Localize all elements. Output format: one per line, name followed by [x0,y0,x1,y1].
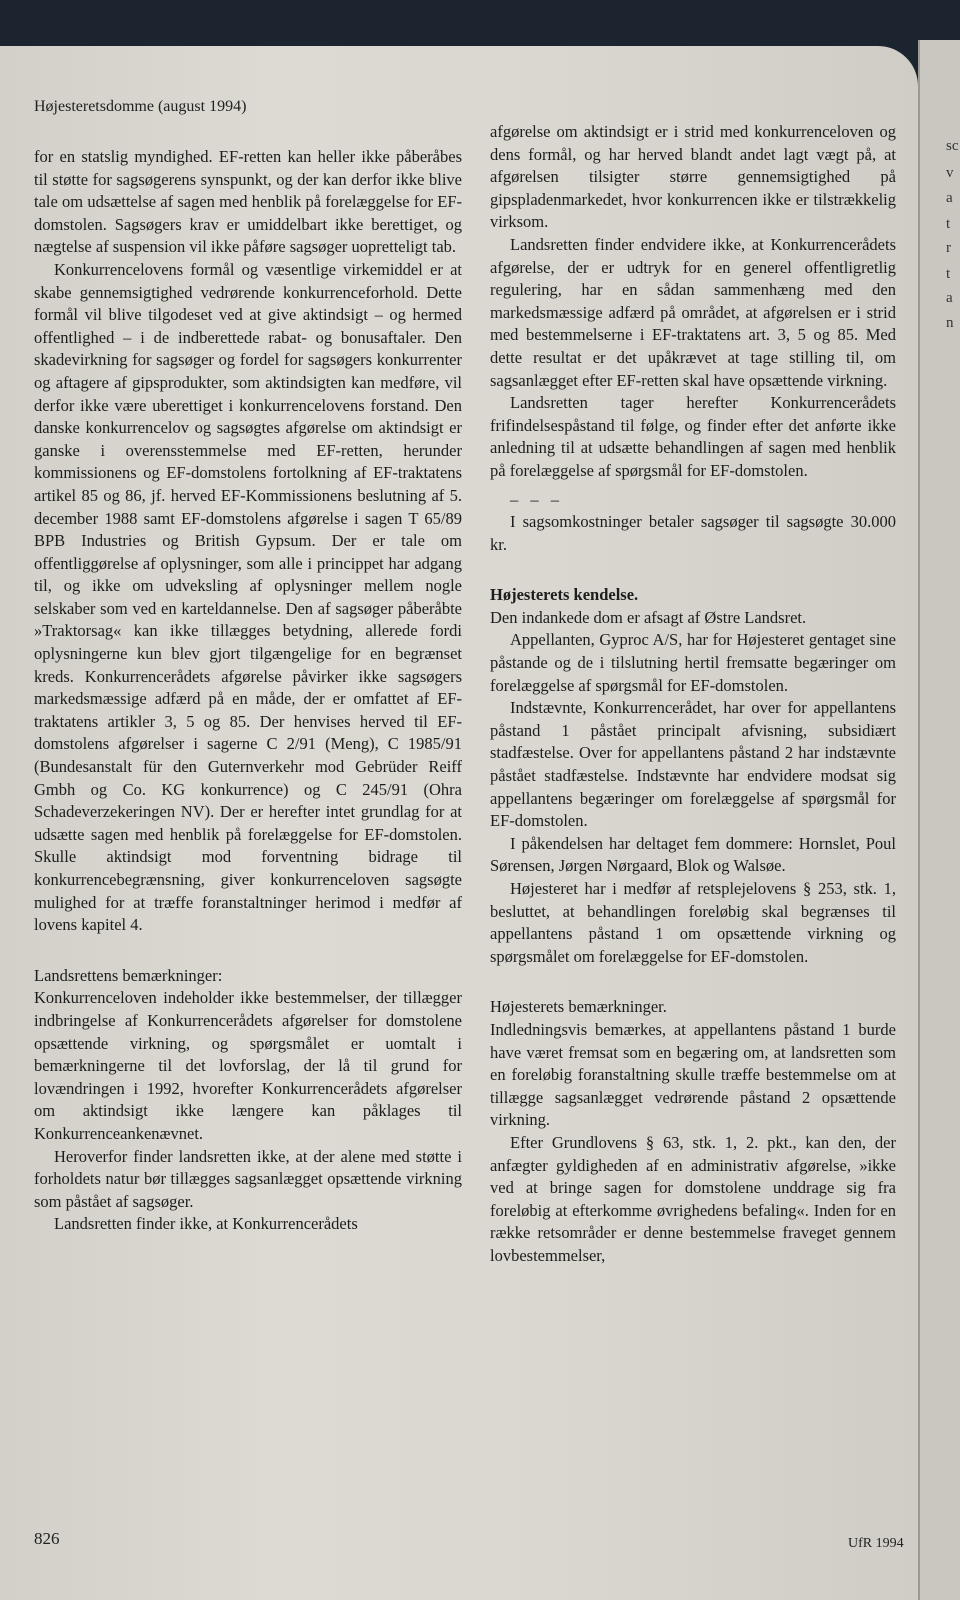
paragraph: Appellanten, Gyproc A/S, har for Højesteret gentaget sine påstande og de i tilslutning hertil fremsatte begæringer om forelæggelse af spørgsmål for EF-domstolen. [490,630,896,695]
running-head: Højesteretsdomme (august 1994) [34,98,247,115]
paragraph: Indstævnte, Konkurrencerådet, har over for appellantens påstand 1 påstået principalt afvisning, subsidiært stadfæstelse. Over for appellantens påstand 2 har indstævnte påstået stadfæstelse. Indstævnte har endvidere modsat sig appellantens begæringer om forelæggelse af spørgsmål for EF-domstolen. [490,698,896,831]
paragraph: for en statslig myndighed. EF-retten kan heller ikke påberåbes til støtte for sagsøgerens synspunkt, og der kan derfor ikke blive tale om udsættelse af sagen med henblik på forelæggelse for EF-domstolen. Sagsøgers krav er umiddelbart ikke berettiget, og nægtelse af suspension vil ikke påføre sagsøger uopretteligt tab. [34,147,462,257]
section-heading: Højesterets kendelse. [490,585,639,605]
paragraph: afgørelse om aktindsigt er i strid med konkurrenceloven og dens formål, og har herved blandt andet lagt vægt på, at afgørelsen tilsigter større gennemsigtighed på gipspladenmarkedet, hvor konkurrencen ikke er tilstrækkelig virksom. [490,122,896,232]
section-heading: Landsrettens bemærkninger: [34,965,223,985]
paragraph: Den indankede dom er afsagt af Østre Landsret. [490,607,807,627]
paragraph: Konkurrencelovens formål og væsentlige virkemiddel er at skabe gennemsigtighed vedrørende konkurrenceforhold. Dette formål vil blive tilgodeset ved at give aktindsigt – og hermed offentlighed – i de indberettede rabat- og bonusaftaler. Den skadevirkning for sagsøger og fordel for sagsøgers konkurrenter og aftagere af gipsprodukter, som aktindsigten kan medføre, vil derfor ikke være uberettiget i konkurrencelovens forstand. Den danske konkurrencelov og sagsøgtes afgørelse om aktindsigt er ganske i overensstemmelse med EF-retten, herunder kommissionens og EF-domstolens fortolkning af EF-traktatens artikel 85 og 86, jf. herved EF-Kommissionens beslutning af 5. december 1988 samt EF-domstolens afgørelse i sagen T 65/89 BPB Industries og British Gypsum. Der er tale om offentliggørelse af oplysninger, som alle i princippet har adgang til, og ikke om udveksling af oplysninger mellem nogle selskaber som ved en karteldannelse. Den af sagsøger påberåbte »Traktorsag« kan ikke tillægges betydning, allerede fordi oplysningerne kun blev gjort tilgængelige for en begrænset kreds. Konkurrencerådets afgørelse påvirker ikke sagsøgers markedsmæssige adfærd på en måde, der er omfattet af EF-traktatens artikler 3, 5 og 85. Der henvises herved til EF-domstolens afgørelser i sagerne C 2/91 (Meng), C 1985/91 (Bundesanstalt für den Guternverkehr mod Gebrüder Reiff Gmbh og Co. KG konkurrence) og C 245/91 (Ohra Schadeverzekeringen NV). Der er herefter intet grundlag for at udsætte sagen med henblik på forelæggelse for EF-domstolen. Skulle aktindsigt mod forventning bidrage til konkurrencebegrænsning, giver konkurrenceloven sagsøgte mulighed for at træffe foranstaltninger herimod i medfør af lovens kapitel 4. [34,259,462,935]
journal-reference: UfR 1994 [848,1536,904,1551]
adjacent-page-edge [918,40,960,1600]
paragraph: Heroverfor finder landsretten ikke, at der alene med støtte i forholdets natur bør tillægges sagsanlægget opsættende virkning som påstået af sagsøger. [34,1146,462,1211]
edge-fragment: a [946,190,953,206]
paragraph: Landsretten finder ikke, at Konkurrencerådets [54,1214,358,1234]
paragraph: I sagsomkostninger betaler sagsøger til sagsøgte 30.000 kr. [490,512,896,554]
edge-fragment: v [946,165,954,181]
paragraph: Indledningsvis bemærkes, at appellantens påstand 1 burde have været fremsat som en begæring om, at landsretten som en foreløbig foranstaltning skulle træffe bestemmelse om at tillægge sagsanlægget vedrørende påstand 2 opsættende virkning. [490,1019,896,1130]
edge-fragment: a [946,290,953,306]
edge-fragment: r [946,240,951,256]
separator-dashes: – – – [510,489,563,509]
paragraph: Konkurrenceloven indeholder ikke bestemmelser, der tillægger indbringelse af Konkurrencerådets afgørelser for domstolene opsættende virkning, og spørgsmålet er uomtalt i bemærkningerne til det lovforslag, der lå til grund for lovændringen i 1992, hvorefter Konkurrencerådets afgørelser om aktindsigt ikke længere kan påklages til Konkurrenceankenævnet. [34,988,462,1143]
paragraph: Højesteret har i medfør af retsplejelovens § 253, stk. 1, besluttet, at behandlingen foreløbig skal begrænses til appellantens påstand 1 om opsættende virkning og spørgsmålet om forelæggelse for EF-domstolen. [490,879,896,966]
right-column [490,121,896,1268]
paragraph: Efter Grundlovens § 63, stk. 1, 2. pkt., kan den, der anfægter gyldigheden af en administrativ afgørelse, »ikke ved at bringe sagen for domstolene unddrage sig fra foreløbig at efterkomme øvrighedens befaling«. Inden for en række retsområder er denne bestemmelse fraveget gennem lovbestemmelser, [490,1132,896,1265]
left-column [34,146,462,1236]
edge-fragment: sc [946,138,959,154]
paragraph: I påkendelsen har deltaget fem dommere: Hornslet, Poul Sørensen, Jørgen Nørgaard, Blok og Walsøe. [490,833,896,876]
edge-fragment: n [946,315,954,331]
edge-fragment: t [946,266,951,282]
section-heading: Højesterets bemærkninger. [490,997,667,1017]
page-number: 826 [34,1529,60,1548]
paragraph: Landsretten tager herefter Konkurrencerådets frifindelsespåstand til følge, og finder efter det anførte ikke anledning til at udsætte behandlingen af sagen med henblik på forelæggelse af spørgsmål for EF-domstolen. [490,393,896,480]
edge-fragment: t [946,216,951,232]
paragraph: Landsretten finder endvidere ikke, at Konkurrencerådets afgørelse, der er udtryk for en generel offentligretlig regulering, har en sådan sammenhæng med den markedsmæssige adfærd på området, at afgørelsen er i strid med bestemmelserne i EF-traktatens art. 3, 5 og 85. Med dette resultat er det upåkrævet at tage stilling til, om sagsanlægget efter EF-retten skal have opsættende virkning. [490,234,896,390]
document-page [0,46,918,1600]
